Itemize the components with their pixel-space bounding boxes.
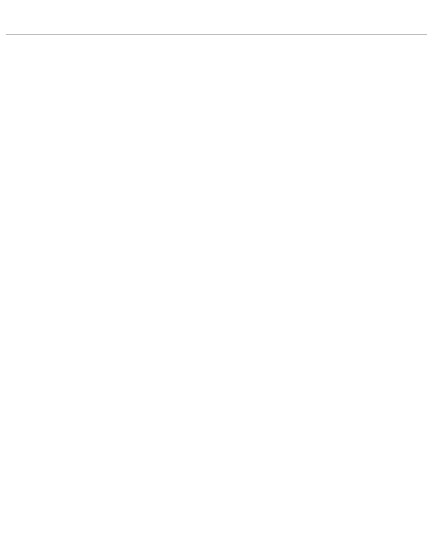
headline-divider — [6, 34, 427, 35]
article-headline — [6, 4, 427, 28]
article-body — [6, 41, 427, 523]
